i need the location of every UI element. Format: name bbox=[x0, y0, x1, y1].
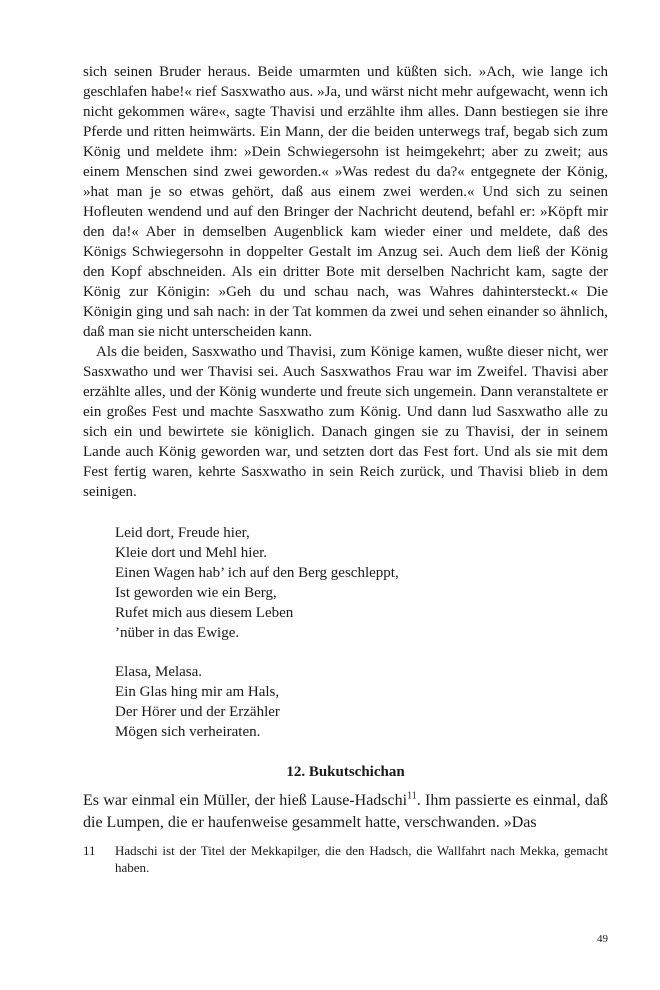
poem-stanza bbox=[83, 523, 608, 643]
footnote bbox=[83, 842, 608, 876]
poem-line: Kleie dort und Mehl hier. bbox=[115, 545, 268, 561]
poem-stanza bbox=[83, 662, 608, 742]
poem-line: ’nüber in das Ewige. bbox=[115, 625, 240, 641]
story-paragraph: Als die beiden, Sasxwatho und Thavisi, zum Könige kamen, wußte dieser nicht, wer Sasxwatho und wer Thavisi sei. Auch Sasxwathos Frau war im Zweifel. Thavisi aber erzählte alles, und der König wunderte und freute sich ungemein. Dann veranstaltete er ein großes Fest und machte Sasxwatho zum König. Und dann lud Sasxwatho alle zu sich ein und bewirtete sie königlich. Danach gingen sie zu Thavisi, der in seinem Lande auch König geworden war, und setzten dort das Fest fort. Und als sie mit dem Fest fertig waren, kehrte Sasxwatho in sein Reich zurück, und Thavisi blieb in dem seinigen. bbox=[83, 344, 608, 500]
chapter-text-end: . Ihm passierte es einmal, daß die Lumpen, die er haufenweise gesammelt hatte, verschwanden. »Das bbox=[83, 792, 609, 831]
poem-line: Rufet mich aus diesem Leben bbox=[115, 605, 294, 621]
footnote-reference: 11 bbox=[407, 790, 417, 802]
chapter-paragraph bbox=[83, 790, 608, 834]
page-number: 49 bbox=[597, 933, 608, 945]
poem-line: Elasa, Melasa. bbox=[115, 664, 203, 680]
poem-line: Mögen sich verheiraten. bbox=[115, 724, 261, 740]
poem-line: Leid dort, Freude hier, bbox=[115, 525, 250, 541]
poem-line: Ein Glas hing mir am Hals, bbox=[115, 684, 280, 700]
page-body bbox=[83, 62, 608, 876]
footnote-number: 11 bbox=[83, 843, 96, 858]
chapter-text-start: Es war einmal ein Müller, der hieß Lause-Hadschi bbox=[83, 792, 408, 809]
poem-line: Der Hörer und der Erzähler bbox=[115, 704, 280, 720]
poem-line: Ist geworden wie ein Berg, bbox=[115, 585, 277, 601]
footnote-text: Hadschi ist der Titel der Mekkapilger, die den Hadsch, die Wallfahrt nach Mekka, gemacht haben. bbox=[115, 843, 608, 875]
story-paragraph: sich seinen Bruder heraus. Beide umarmten und küßten sich. »Ach, wie lange ich geschlafen habe!« rief Sasxwatho aus. »Ja, und wärst nicht mehr aufgewacht, wenn ich nicht gekommen wäre«, sagte Thavisi und erzählte ihm alles. Dann bestiegen sie ihre Pferde und ritten heimwärts. Ein Mann, der die beiden unterwegs traf, begab sich zum König und meldete ihm: »Dein Schwiegersohn ist heimgekehrt; aber zu zweit; aus einem Menschen sind zwei geworden.« »Was redest du da?« entgegnete der König, »hat man je so etwas gehört, daß aus einem zwei werden.« Und sich zu seinen Hofleuten wendend und auf den Bringer der Nachricht deutend, befahl er: »Köpft mir den da!« Aber in demselben Augenblick kam wieder einer und meldete, daß des Königs Schwiegersohn in doppelter Gestalt im Anzug sei. Auch dem ließ der König den Kopf abschneiden. Als ein dritter Bote mit derselben Nachricht kam, sagte der König zur Königin: »Geh du und schau nach, was Wahres dahintersteckt.« Die Königin ging und sah nach: in der Tat kommen da zwei und sehen einander so ähnlich, daß man sie nicht unterscheiden kann. bbox=[83, 64, 608, 340]
poem-line: Einen Wagen hab’ ich auf den Berg geschleppt, bbox=[115, 565, 399, 581]
chapter-heading: 12. Bukutschichan bbox=[286, 764, 405, 780]
